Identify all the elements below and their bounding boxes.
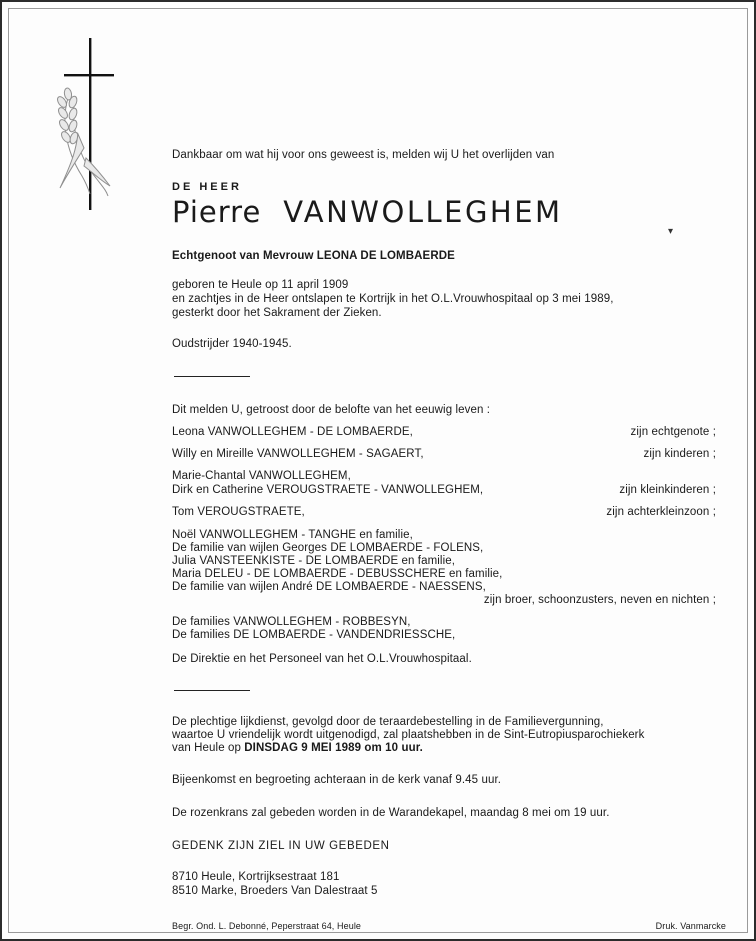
families-1: De families DE LOMBAERDE - VANDENDRIESSCHE,: [172, 629, 456, 641]
relatives-role: zijn broer, schoonzusters, neven en nichten ;: [483, 594, 716, 606]
family-left-3: Dirk en Catherine VEROUGSTRAETE - VANWOLLEGHEM,: [172, 484, 484, 496]
rosary-text: De rozenkrans zal gebeden worden in de Warandekapel, maandag 8 mei om 19 uur.: [172, 807, 610, 819]
prayer-text: GEDENK ZIJN ZIEL IN UW GEBEDEN: [172, 840, 390, 852]
address-0: 8710 Heule, Kortrijksestraat 181: [172, 871, 340, 883]
birth-line-2: en zachtjes in de Heer ontslapen te Kortrijk in het O.L.Vrouwhospitaal op 3 mei 1989,: [172, 293, 614, 305]
family-right-1: zijn kinderen ;: [643, 448, 716, 460]
deceased-name: [172, 196, 563, 228]
spouse-line: [172, 249, 455, 263]
service-line-1: De plechtige lijkdienst, gevolgd door de teraardebestelling in de Familievergunning,: [172, 716, 604, 728]
relative-2: Julia VANSTEENKISTE - DE LOMBAERDE en familie,: [172, 555, 456, 567]
family-right-4: zijn achterkleinzoon ;: [606, 506, 716, 518]
intro-text: Dankbaar om wat hij voor ons geweest is, melden wij U het overlijden van: [172, 149, 555, 161]
family-left-2: Marie-Chantal VANWOLLEGHEM,: [172, 470, 351, 482]
relative-0: Noël VANWOLLEGHEM - TANGHE en familie,: [172, 529, 413, 541]
relative-4: De familie van wijlen André DE LOMBAERDE - NAESSENS,: [172, 581, 486, 593]
family-right-0: zijn echtgenote ;: [630, 426, 716, 438]
title-heer: DE HEER: [172, 181, 242, 193]
family-right-3: zijn kleinkinderen ;: [619, 484, 716, 496]
divider-1: [174, 376, 250, 377]
families-0: De families VANWOLLEGHEM - ROBBESYN,: [172, 616, 411, 628]
undertaker-text: Begr. Ond. L. Debonné, Peperstraat 64, Heule: [172, 921, 362, 931]
relative-3: Maria DELEU - DE LOMBAERDE - DEBUSSCHERE en familie,: [172, 568, 503, 580]
first-name: Pierre: [172, 195, 262, 229]
sheet-border: [8, 8, 748, 933]
announce-text: Dit melden U, getroost door de belofte van het eeuwig leven :: [172, 404, 491, 416]
print-speck: ▾: [668, 226, 674, 237]
divider-2: [174, 690, 250, 691]
address-1: 8510 Marke, Broeders Van Dalestraat 5: [172, 885, 378, 897]
family-left-0: Leona VANWOLLEGHEM - DE LOMBAERDE,: [172, 426, 413, 438]
relative-1: De familie van wijlen Georges DE LOMBAERDE - FOLENS,: [172, 542, 484, 554]
veteran-text: Oudstrijder 1940-1945.: [172, 338, 292, 350]
birth-line-1: geboren te Heule op 11 april 1909: [172, 279, 349, 291]
service-time: 10 uur.: [385, 742, 423, 754]
direktie-text: De Direktie en het Personeel van het O.L.Vrouwhospitaal.: [172, 653, 472, 665]
birth-line-3: gesterkt door het Sakrament der Zieken.: [172, 307, 382, 319]
service-om: om: [364, 742, 382, 754]
service-prefix: van Heule op: [172, 742, 241, 754]
surname: VANWOLLEGHEM: [283, 195, 563, 229]
printer-text: Druk. Vanmarcke: [655, 921, 726, 931]
service-date: DINSDAG 9 MEI 1989: [244, 742, 362, 754]
cross-wheat-icon: [38, 38, 118, 218]
service-line-3: [172, 741, 423, 755]
family-left-1: Willy en Mireille VANWOLLEGHEM - SAGAERT,: [172, 448, 424, 460]
spouse-prefix: Echtgenoot van Mevrouw: [172, 250, 314, 262]
gathering-text: Bijeenkomst en begroeting achteraan in de kerk vanaf 9.45 uur.: [172, 774, 502, 786]
spouse-name: LEONA DE LOMBAERDE: [316, 250, 455, 262]
family-left-4: Tom VEROUGSTRAETE,: [172, 506, 305, 518]
service-line-2: waartoe U vriendelijk wordt uitgenodigd, zal plaatshebben in de Sint-Eutropiusparochiekerk: [172, 729, 645, 741]
